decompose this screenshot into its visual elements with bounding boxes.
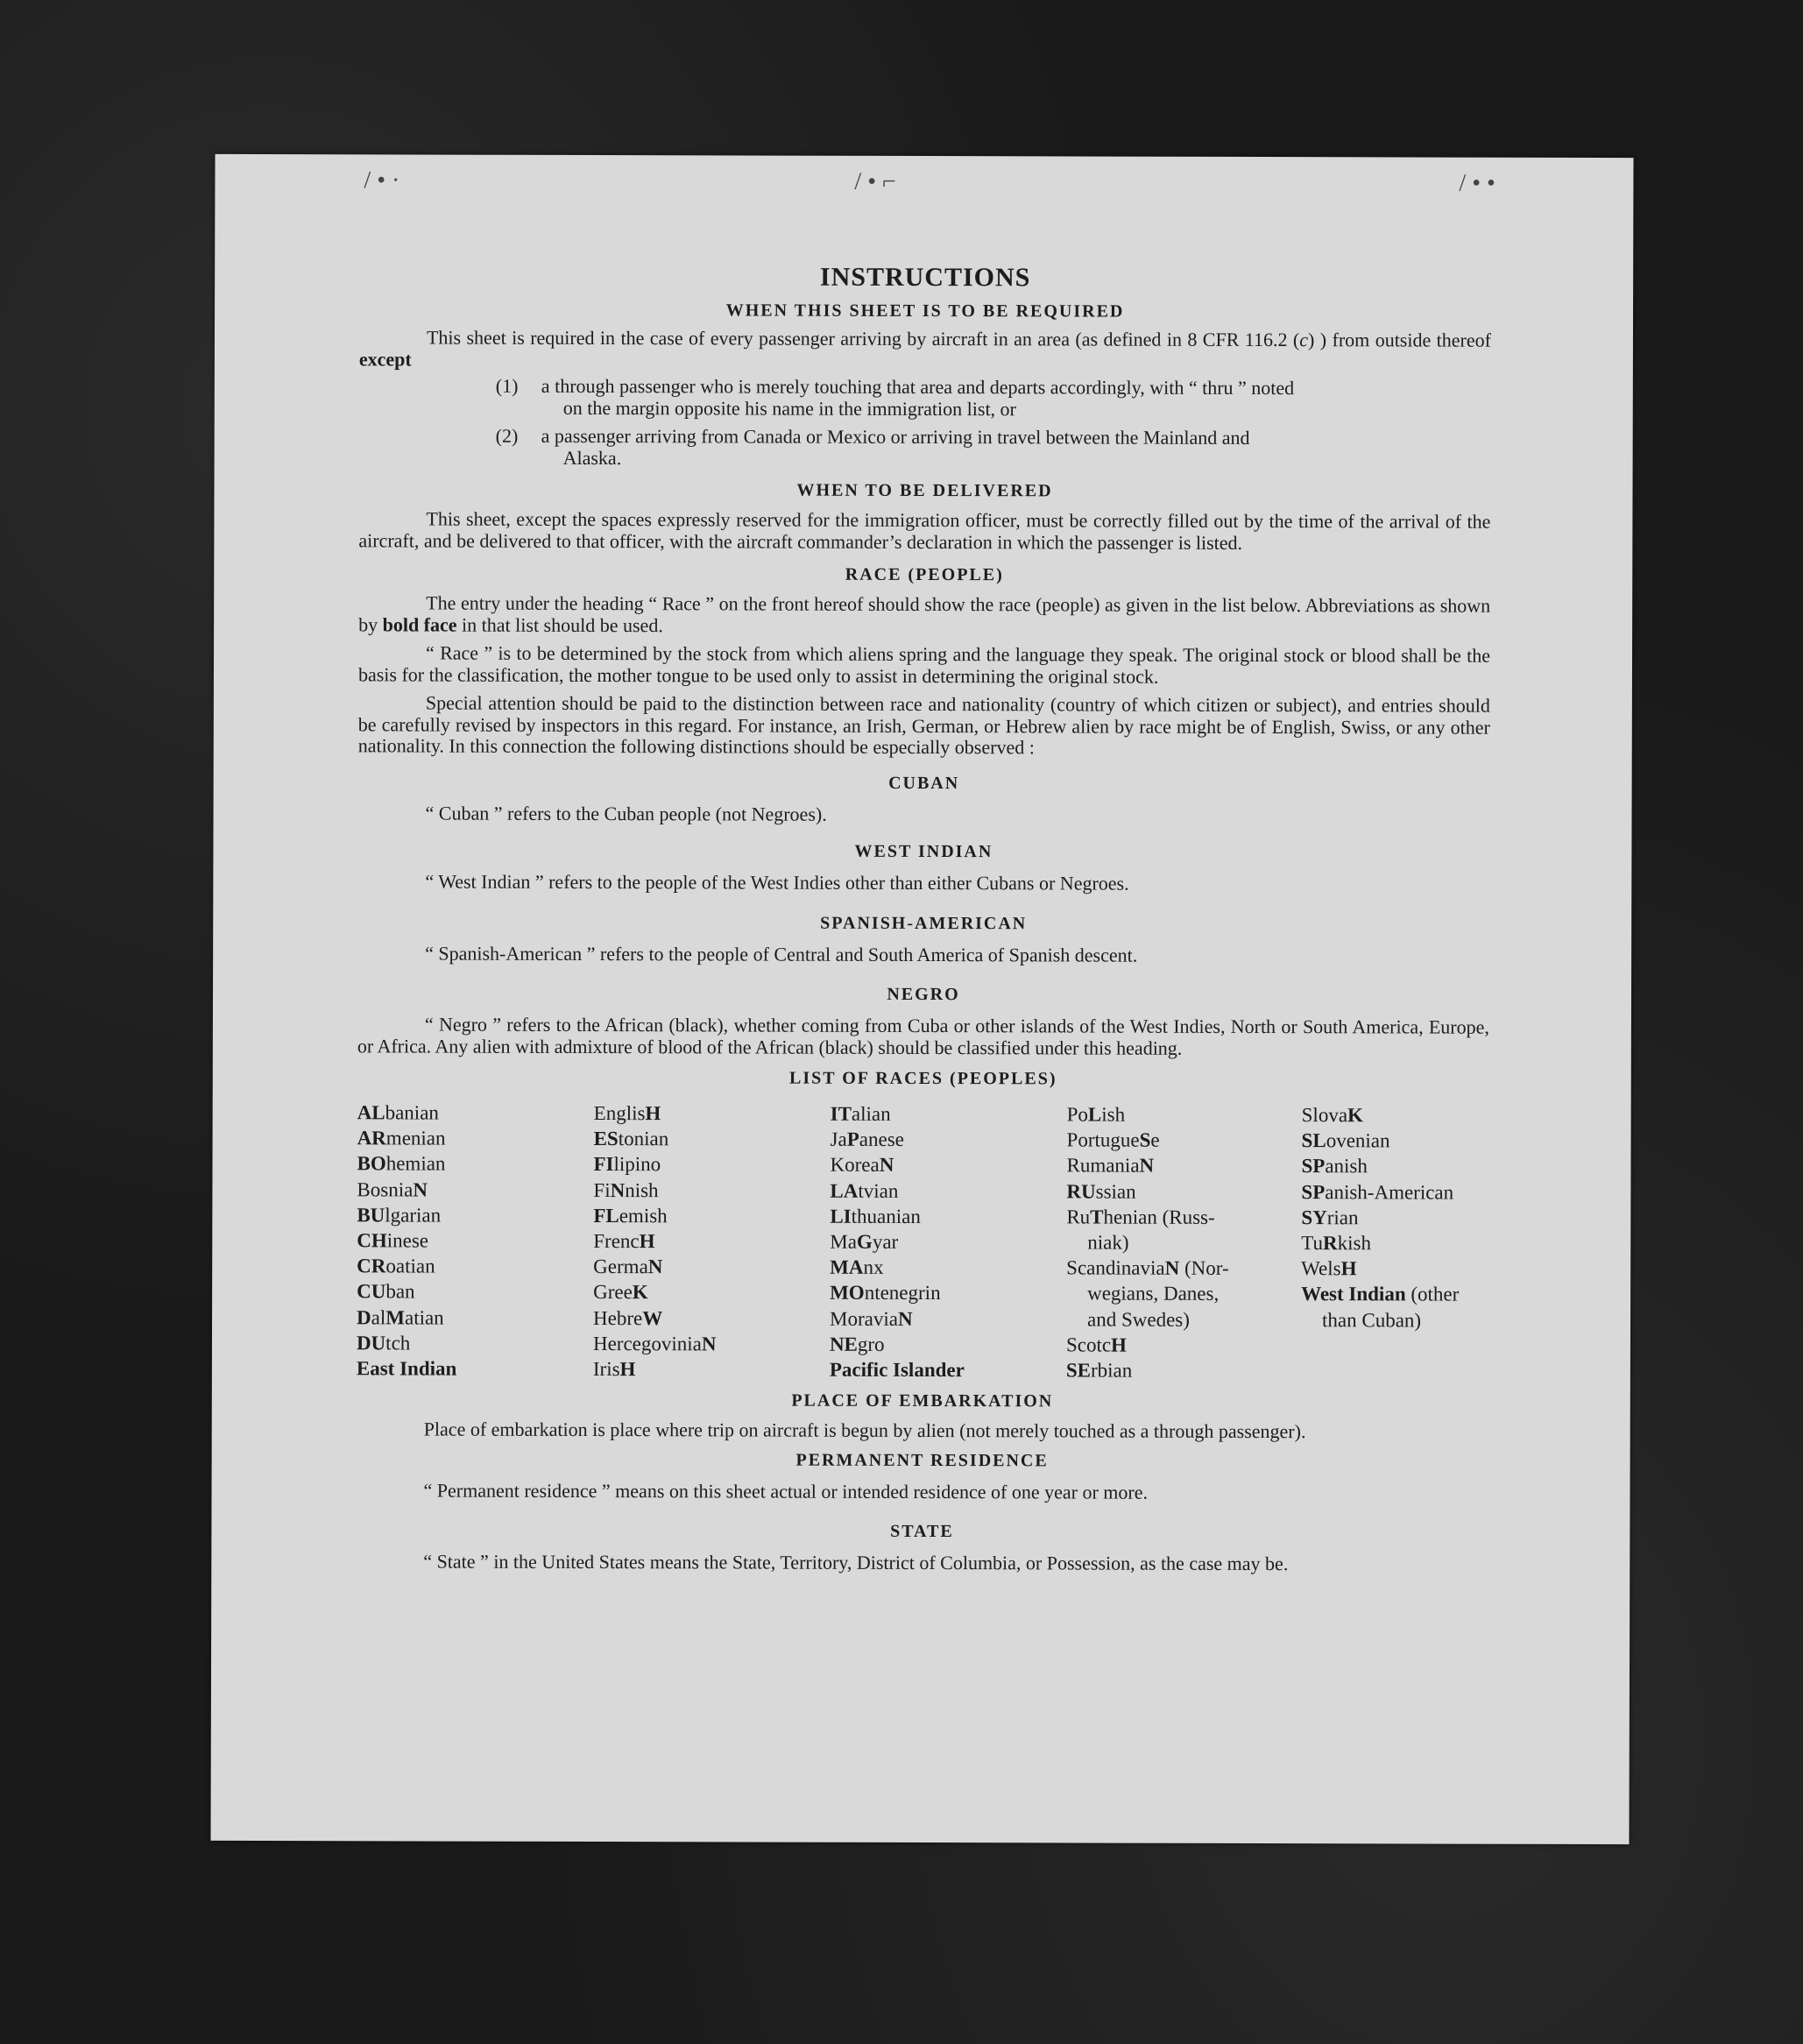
required-intro-c: c [1299,329,1309,351]
race-abbrev-segment: SP [1301,1180,1326,1203]
heading-west-indian: WEST INDIAN [854,841,993,862]
race-entry [593,1356,830,1383]
document-body [356,261,1491,1575]
race-abbrev-segment: LA [830,1179,859,1202]
race-abbrev-segment: CR [357,1255,386,1277]
embarkation-text: Place of embarkation is place where trip on aircraft is begun by alien (not merely touched as a through passenger). [423,1418,1306,1443]
race-abbrev-segment: N [413,1178,428,1201]
race-name-segment: than Cuban) [1322,1308,1422,1332]
race-name-segment: henian (Russ- [1103,1206,1215,1228]
race-name-segment: hemian [385,1152,446,1175]
race-name-segment: P [1066,1103,1078,1126]
races-column [357,1100,594,1382]
races-column [1066,1101,1302,1383]
race-entry [357,1177,593,1203]
race-entry [830,1280,1066,1306]
race-name-segment: wegians, Danes, [1087,1282,1220,1305]
heading-embarkation: PLACE OF EMBARKATION [791,1390,1054,1411]
exception-item [496,426,1491,471]
residence-text: “ Permanent residence ” means on this sheet actual or intended residence of one year or more. [423,1479,1149,1503]
required-intro [359,327,1491,372]
race-name-segment: candinavia [1077,1256,1165,1279]
race-name-segment: ree [607,1281,633,1304]
race-entry [357,1100,594,1126]
heading-race: RACE (PEOPLE) [845,564,1004,585]
race-name-segment: a [838,1128,847,1150]
race-abbrev-segment: T [1090,1206,1104,1228]
race-entry [1066,1357,1301,1383]
race-abbrev-segment: R [1322,1232,1338,1255]
race-entry [593,1151,830,1178]
cuban-text: “ Cuban ” refers to the Cuban people (not Negroes). [425,802,827,825]
race-abbrev-segment: N [701,1333,717,1355]
exception-text-line: a passenger arriving from Canada or Mexico or arriving in travel between the Mainland and [541,424,1250,449]
race-name-segment: renc [605,1230,640,1253]
race-abbrev-segment: W [642,1306,663,1329]
race-entry [1066,1306,1301,1333]
race-entry [1302,1128,1489,1154]
race-name-segment: rian [1326,1206,1359,1229]
mark-right: / • • [1459,169,1495,197]
race-abbrev-segment: P [846,1128,859,1151]
race-entry [830,1178,1066,1204]
race-name-segment: S [1066,1256,1078,1279]
race-name-segment: u [1312,1232,1324,1255]
race-abbrev-segment: N [610,1178,626,1201]
race-name-segment: T [1301,1232,1313,1255]
race-entry [593,1279,830,1305]
race-abbrev-segment: DU [356,1332,386,1354]
race-entry [1301,1154,1488,1180]
race-abbrev-segment: IT [830,1102,852,1125]
race-abbrev-segment: N [897,1307,913,1330]
race-name-segment: (other [1405,1283,1460,1306]
required-intro-bold: except [358,347,412,370]
race-abbrev-segment: CH [357,1229,387,1252]
race-name-segment: ban [385,1280,415,1303]
race-name-segment: anese [859,1128,904,1151]
west-indian-text: “ West Indian ” refers to the people of the West Indies other than either Cubans or Negroes. [425,870,1129,895]
race-entry [593,1305,830,1332]
race-entry [831,1127,1067,1153]
exception-number: (1) [495,374,519,397]
race-entry [594,1126,831,1152]
race-entry [593,1331,830,1357]
race-entry [830,1229,1066,1255]
heading-when-required: WHEN THIS SHEET IS TO BE REQUIRED [725,301,1125,322]
race-abbrev-segment: ES [593,1128,619,1150]
race-abbrev-segment: East Indian [356,1357,457,1380]
race-entry [593,1254,830,1280]
race-abbrev-segment: RU [1066,1180,1096,1203]
race-name-segment: R [1066,1154,1080,1177]
race-name-segment: M [830,1307,848,1330]
state-text: “ State ” in the United States means the State, Territory, District of Columbia, or Possession, as the case may be. [423,1550,1289,1575]
race-name-segment: menian [385,1127,446,1149]
race-name-segment: G [593,1255,608,1278]
race-name-segment: nx [863,1256,884,1279]
race-name-segment: yar [872,1230,899,1253]
race-entry [1067,1128,1302,1154]
race-entry [1066,1255,1301,1282]
race-name-segment: umania [1079,1154,1140,1178]
race-entry [1067,1101,1302,1128]
exception-text-cont: on the margin opposite his name in the immigration list, or [562,396,1016,420]
race-abbrev-segment: AL [357,1101,385,1124]
race-abbrev-segment: N [1164,1256,1180,1279]
race-name-segment: a [847,1230,857,1253]
race-name-segment: E [593,1102,606,1125]
race-entry [1066,1332,1301,1358]
race-abbrev-segment: FI [593,1153,614,1176]
race-name-segment: lova [1312,1104,1348,1127]
races-list [357,1100,1489,1384]
top-edge-marks [215,166,1633,205]
race-abbrev-segment: N [879,1154,894,1177]
race-name-segment: ortugue [1078,1128,1140,1151]
race-entry [357,1305,593,1331]
race-abbrev-segment: S [1139,1128,1151,1151]
race-abbrev-segment: West Indian [1301,1283,1406,1305]
race-name-segment: atian [404,1306,444,1329]
race-abbrev-segment: SP [1301,1155,1326,1178]
race-entry [357,1355,593,1382]
race-abbrev-segment: SE [1065,1359,1092,1382]
race-entry [357,1279,593,1305]
race-abbrev-segment: D [357,1305,371,1328]
race-name-segment: tonian [618,1128,669,1150]
race-name-segment: al [371,1305,386,1329]
race-abbrev-segment: H [1111,1333,1128,1356]
race-name-segment: H [592,1332,608,1354]
race-entry [593,1178,830,1204]
heading-list-of-races: LIST OF RACES (PEOPLES) [788,1068,1057,1089]
race-abbrev-segment: SY [1301,1206,1327,1229]
race-abbrev-segment: CU [357,1280,386,1303]
race-entry [357,1202,593,1228]
race-name-segment: F [593,1178,605,1201]
race-name-segment: K [830,1154,845,1177]
exception-item [496,376,1491,421]
instruction-sheet [210,154,1633,1844]
race-p1-bold: bold face [382,612,457,636]
race-entry [1301,1282,1488,1308]
race-entry [1302,1102,1489,1128]
race-name-segment: emish [619,1204,668,1227]
race-entry [593,1228,830,1255]
race-abbrev-segment: H [639,1230,655,1253]
race-name-segment: rbian [1090,1359,1133,1382]
races-column [1301,1102,1489,1384]
race-name-segment: G [593,1281,608,1304]
race-entry [357,1254,593,1280]
race-name-segment: nish [625,1178,659,1201]
race-p1-b: in that list should be used. [456,613,663,636]
race-abbrev-segment: Pacific Islander [829,1358,965,1382]
race-entry [1066,1229,1301,1255]
exception-text-cont: Alaska. [562,446,622,469]
race-name-segment: P [1066,1128,1078,1151]
heading-state: STATE [890,1522,954,1542]
races-column [830,1101,1067,1383]
race-entry [830,1204,1066,1230]
heading-permanent-residence: PERMANENT RESIDENCE [795,1450,1049,1471]
race-abbrev-segment: H [645,1102,661,1125]
race-name-segment: anish-American [1325,1180,1454,1204]
race-name-segment: gro [857,1333,885,1355]
race-name-segment: e [1150,1128,1160,1151]
race-abbrev-segment: M [385,1306,406,1329]
race-name-segment: cotc [1077,1333,1112,1356]
race-name-segment: ish [1101,1103,1126,1126]
race-name-segment: ovenian [1326,1129,1390,1152]
race-name-segment: kish [1337,1232,1372,1255]
race-name-segment: orea [845,1154,880,1177]
race-entry [1301,1179,1488,1206]
race-abbrev-segment: MO [830,1282,865,1305]
race-entry [594,1100,831,1127]
race-name-segment: F [593,1230,605,1253]
race-name-segment: oravia [847,1307,899,1330]
race-name-segment: tch [385,1332,411,1354]
negro-text: “ Negro ” refers to the African (black), whether coming from Cuba or other islands of the West Indies, North or South America, Europe, or Africa. Any alien with admixture of blood of the African (black) should be classified under this heading. [357,1013,1489,1059]
race-entry [1066,1153,1301,1179]
race-name-segment: J [830,1128,838,1150]
race-name-segment: B [357,1178,371,1200]
race-name-segment: niak) [1087,1231,1129,1254]
race-entry [1301,1307,1488,1333]
race-name-segment: H [593,1306,608,1329]
heading-spanish-american: SPANISH-AMERICAN [820,913,1028,933]
race-entry [357,1330,593,1356]
race-name-segment: ercegovinia [607,1332,702,1355]
race-entry [1301,1230,1488,1256]
race-entry [831,1101,1067,1128]
race-abbrev-segment: G [856,1230,873,1253]
race-abbrev-segment: FL [593,1204,619,1227]
race-abbrev-segment: SL [1301,1129,1326,1152]
heading-when-delivered: WHEN TO BE DELIVERED [796,480,1053,501]
race-name-segment: ris [599,1358,620,1381]
race-name-segment: (Nor- [1179,1256,1229,1280]
required-intro-a: This sheet is required in the case of every passenger arriving by aircraft in an area (as defined in 8 CFR 116.2 ( [426,326,1300,351]
race-name-segment: lipino [613,1153,661,1176]
race-name-segment: alian [851,1102,891,1125]
exception-number: (2) [495,424,519,447]
race-abbrev-segment: H [619,1358,636,1381]
race-name-segment: o [1078,1103,1088,1126]
race-abbrev-segment: N [1139,1155,1155,1178]
race-abbrev-segment: BU [357,1204,385,1227]
delivered-text: This sheet, except the spaces expressly reserved for the immigration officer, must be correctly filled out by the time of the arrival of the aircraft, and be delivered to that officer, with the aircraft commander’s declaration in which the passenger is listed. [358,507,1491,554]
race-paragraph-2: “ Race ” is to be determined by the stock from which aliens spring and the language they speak. The original stock or blood shall be the basis for the classification, the mother tongue to be used only to assist in determining the original stock. [357,641,1491,688]
race-p1-a: The entry under the heading “ Race ” on the front hereof should show the race (people) as given in the list below. Abbreviations as shown by [358,591,1491,635]
race-name-segment: S [1301,1104,1313,1127]
mark-left: / • · [364,166,400,194]
race-name-segment: S [1065,1333,1078,1356]
race-name-segment: nglis [605,1102,646,1125]
race-abbrev-segment: MA [830,1255,864,1279]
race-name-segment: lgarian [385,1204,442,1227]
race-entry [830,1152,1066,1178]
race-abbrev-segment: N [647,1255,663,1278]
race-abbrev-segment: BO [357,1152,386,1175]
race-name-segment: els [1319,1257,1341,1280]
race-entry [357,1151,593,1178]
race-entry [830,1255,1066,1281]
race-abbrev-segment: H [1340,1257,1357,1280]
race-name-segment: anish [1325,1155,1368,1178]
race-abbrev-segment: K [632,1281,648,1304]
race-name-segment: erma [607,1255,648,1278]
race-name-segment: banian [385,1101,439,1124]
race-abbrev-segment: LI [830,1205,852,1227]
race-name-segment: inese [386,1229,429,1252]
race-paragraph-1 [358,592,1490,638]
race-entry [830,1305,1066,1332]
race-name-segment: tvian [858,1179,899,1202]
race-entry [830,1357,1066,1383]
race-name-segment: I [592,1358,600,1381]
race-name-segment: M [830,1230,848,1253]
required-intro-b: ) ) from outside thereof [1308,329,1492,351]
race-name-segment: R [1066,1206,1080,1228]
race-name-segment: ssian [1095,1180,1136,1203]
race-paragraph-3: Special attention should be paid to the distinction between race and nationality (country of which citizen or subject), and entries should be carefully revised by inspectors in this regard. For instance, an Irish, German, or Hebrew alien by race might be of English, Swiss, or any other nationality. In this connection the following distinctions should be especially observed : [357,691,1490,759]
race-name-segment: ebre [607,1306,643,1329]
race-name-segment: oatian [385,1255,435,1277]
race-name-segment: u [1079,1206,1091,1228]
heading-cuban: CUBAN [888,773,960,793]
page-title: INSTRUCTIONS [819,262,1031,293]
race-entry [593,1203,830,1229]
race-entry [1066,1204,1301,1230]
exception-text [541,426,1491,471]
race-abbrev-segment: K [1347,1104,1363,1127]
race-name-segment: and Swedes) [1087,1308,1190,1331]
heading-negro: NEGRO [887,984,960,1005]
race-abbrev-segment: AR [357,1127,386,1149]
spanish-american-text: “ Spanish-American ” refers to the people of Central and South America of Spanish descent. [425,942,1138,966]
race-name-segment: W [1301,1257,1319,1280]
exception-text [541,376,1491,421]
race-name-segment: osnia [370,1178,414,1201]
race-entry [1301,1205,1488,1231]
race-name-segment: ntenegrin [864,1282,941,1305]
race-entry [830,1332,1066,1358]
race-abbrev-segment: NE [829,1333,858,1355]
races-column [593,1100,831,1383]
race-entry [357,1126,594,1152]
race-name-segment: thuanian [851,1205,921,1227]
race-entry [1301,1255,1488,1282]
race-entry [1066,1281,1301,1307]
race-entry [357,1227,593,1254]
race-name-segment: i [605,1178,611,1201]
exception-text-line: a through passenger who is merely touching that area and departs accordingly, with “ thru ” noted [541,374,1295,400]
race-abbrev-segment: L [1087,1103,1102,1126]
race-entry [1066,1178,1301,1205]
mark-center: / • ⌐ [854,167,896,195]
